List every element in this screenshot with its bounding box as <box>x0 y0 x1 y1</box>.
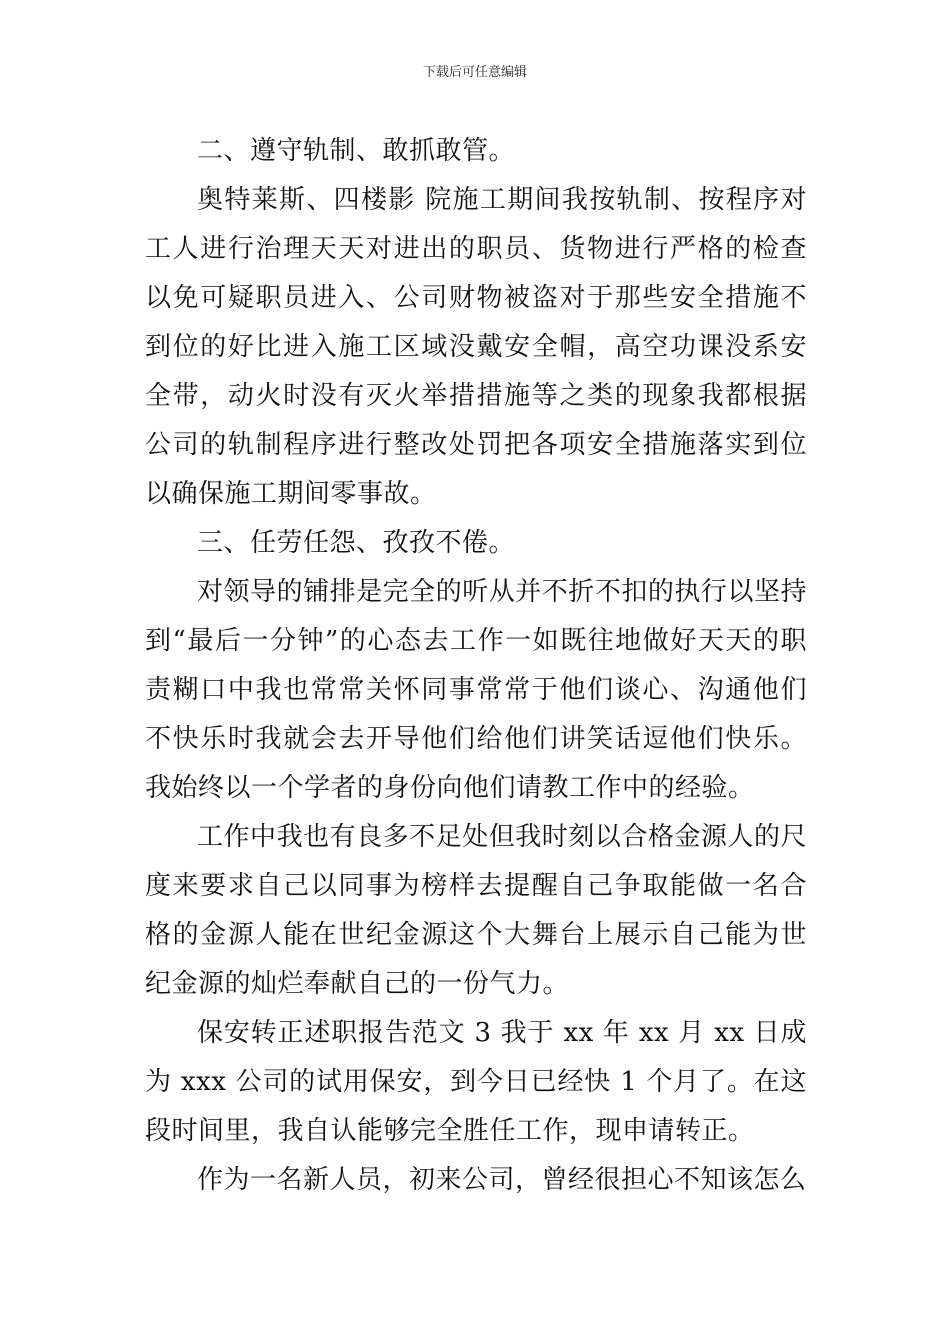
paragraph: 保安转正述职报告范文 3 我于 xx 年 xx 月 xx 日成为 xxx 公司的试用保安，到今日已经快 1 个月了。在这段时间里，我自认能够完全胜任工作，现申请转正。 <box>145 1018 807 1146</box>
document-body <box>145 127 807 1205</box>
paragraph: 工作中我也有良多不足处但我时刻以合格金源人的尺度来要求自己以同事为榜样去提醒自己争取能做一名合格的金源人能在世纪金源这个大舞台上展示自己能为世纪金源的灿烂奉献自己的一份气力。 <box>145 822 807 999</box>
paragraph: 对领导的铺排是完全的听从并不折不扣的执行以坚持到“最后一分钟”的心态去工作一如既往地做好天天的职责糊口中我也常常关怀同事常常于他们谈心、沟通他们不快乐时我就会去开导他们给他们讲笑话逗他们快乐。我始终以一个学者的身份向他们请教工作中的经验。 <box>145 577 807 803</box>
paragraph: 奥特莱斯、四楼影 院施工期间我按轨制、按程序对工人进行治理天天对进出的职员、货物进行严格的检查以免可疑职员进入、公司财物被盗对于那些安全措施不到位的好比进入施工区域没戴安全帽，高空功课没系安全带，动火时没有灭火举措措施等之类的现象我都根据公司的轨制程序进行整改处罚把各项安全措施落实到位以确保施工期间零事故。 <box>145 185 807 509</box>
section-heading-3: 三、任劳任怨、孜孜不倦。 <box>197 528 516 558</box>
header-note: 下载后可任意编辑 <box>422 65 527 80</box>
paragraph: 作为一名新人员，初来公司，曾经很担心不知该怎么 <box>197 1165 807 1195</box>
section-heading-2: 二、遵守轨制、敢抓敢管。 <box>197 136 516 166</box>
